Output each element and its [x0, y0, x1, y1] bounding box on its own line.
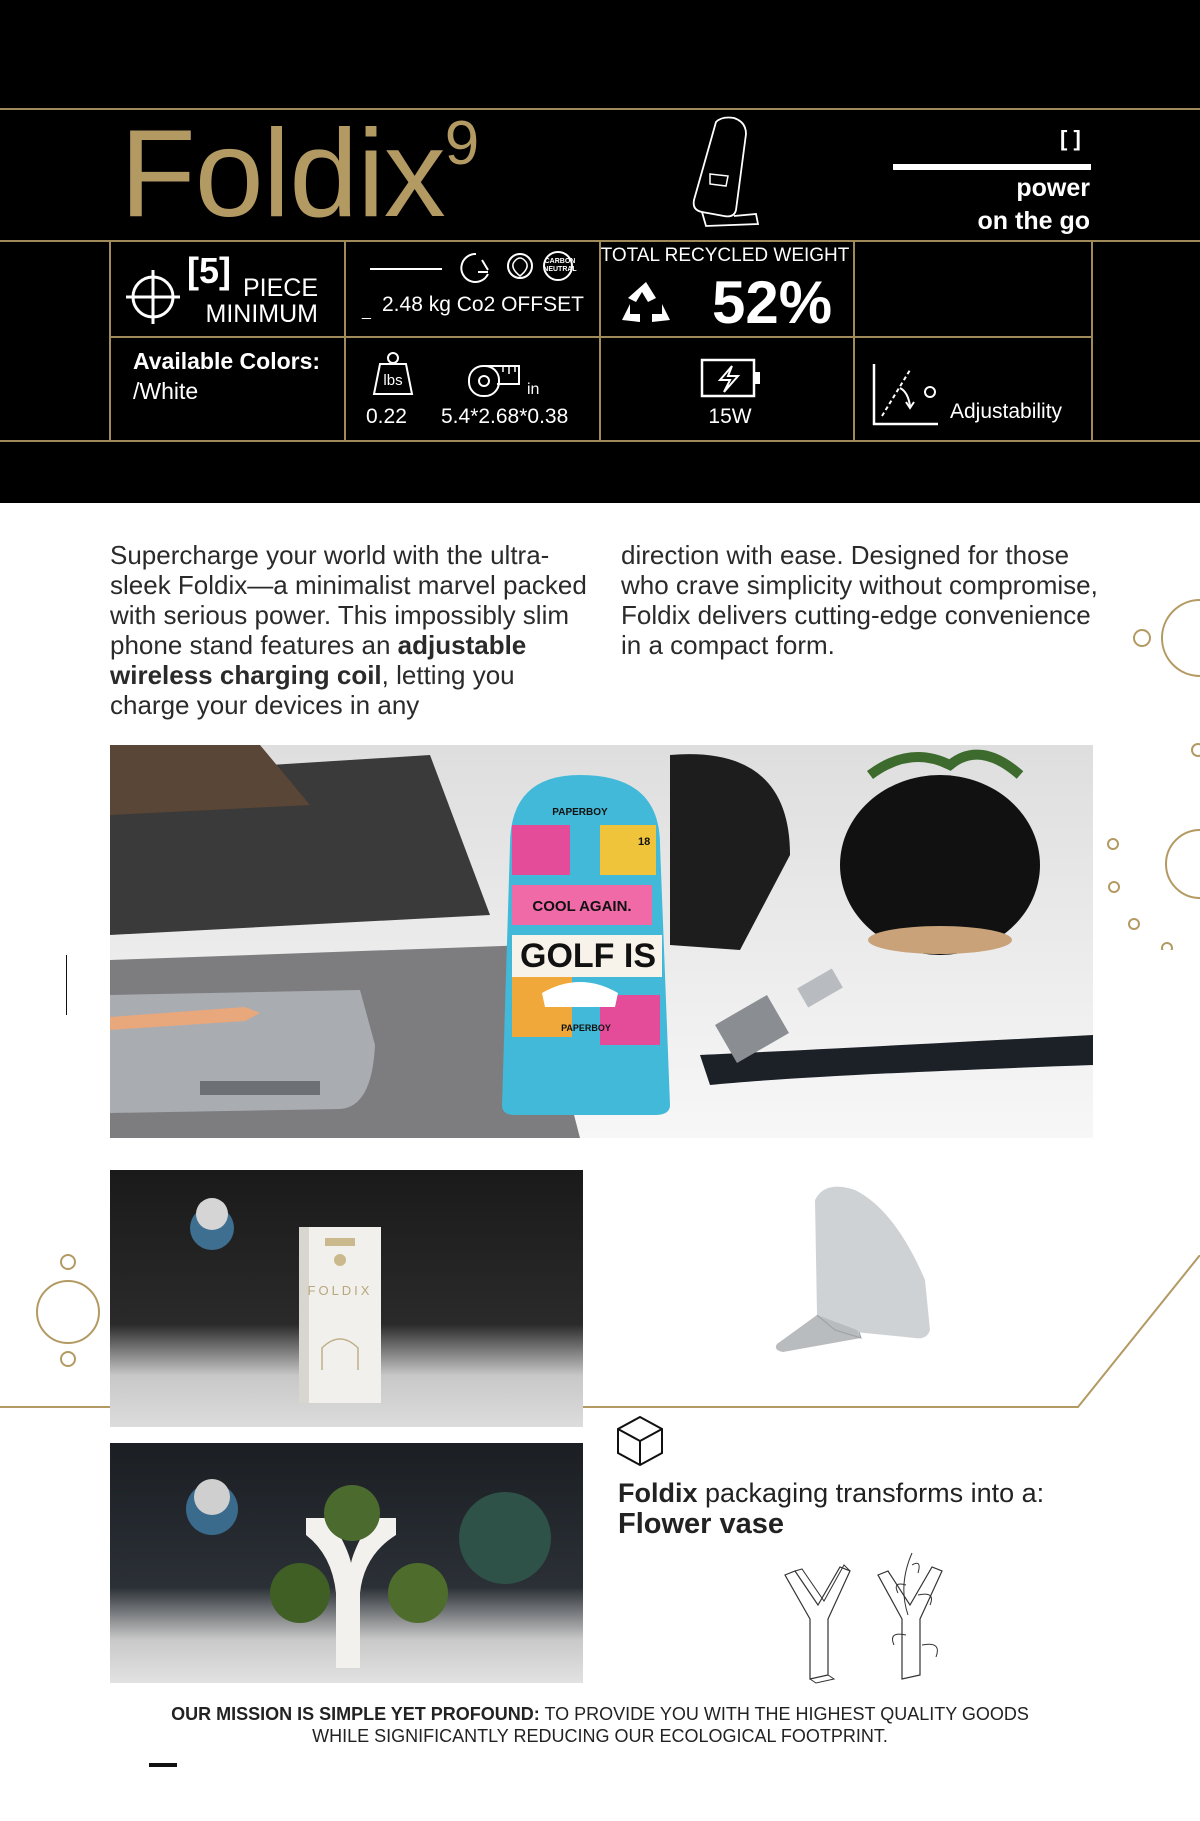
- offset-dash: _: [362, 303, 371, 320]
- packaging-text: [618, 1478, 1044, 1540]
- mission-statement: [100, 1703, 1100, 1747]
- piece-number: [5]: [187, 250, 231, 291]
- divider: [109, 240, 111, 442]
- side-rule: [66, 955, 67, 1015]
- sticker-cool-again: COOL AGAIN.: [532, 898, 632, 915]
- product-title: [120, 105, 479, 243]
- packaging-sentence: packaging transforms into a:: [697, 1478, 1045, 1508]
- divider: [853, 240, 855, 442]
- dims-value: 5.4*2.68*0.38: [441, 405, 569, 428]
- sticker-hole-number: 18: [638, 836, 651, 848]
- packaging-box-photo: [110, 1170, 583, 1427]
- packaging-result: Flower vase: [618, 1508, 785, 1540]
- title-superscript: 9: [444, 109, 479, 178]
- bracket-mark: [ ]: [1060, 126, 1081, 151]
- piece-line2: MINIMUM: [205, 300, 318, 328]
- divider: [1091, 240, 1093, 442]
- carbon-badge: [539, 258, 581, 274]
- carbon-line2: NEUTRAL: [543, 266, 577, 273]
- adjustability-label: Adjustability: [950, 400, 1063, 423]
- sticker-golf-is: GOLF IS: [520, 937, 656, 975]
- colors-value: /White: [133, 378, 199, 404]
- box-scene: [110, 1170, 583, 1427]
- offset-rule: [370, 268, 442, 270]
- tagline-bar: [893, 164, 1091, 170]
- piece-line1: PIECE: [242, 274, 318, 302]
- decorative-circles-right: [1100, 590, 1200, 950]
- tagline: [890, 172, 1090, 238]
- flower-vase-photo: [110, 1443, 583, 1683]
- tape-measure-icon: [467, 362, 523, 400]
- piece-minimum-label: [188, 275, 318, 327]
- vase-line-drawings: [780, 1545, 955, 1685]
- mission-line2: WHILE SIGNIFICANTLY REDUCING OUR ECOLOGICAL FOOTPRINT.: [312, 1726, 888, 1746]
- product-photo-main: [110, 745, 1093, 1138]
- desk-scene: [110, 745, 1093, 1138]
- phone-stand-icon: [680, 114, 780, 229]
- footer-dash: [149, 1763, 177, 1767]
- battery-icon: [700, 358, 764, 400]
- stand-render: [765, 1180, 940, 1380]
- adjust-angle-icon: [870, 362, 942, 428]
- recycled-label: TOTAL RECYCLED WEIGHT: [600, 245, 850, 266]
- sticker-paperboy-top: PAPERBOY: [552, 807, 608, 818]
- vase-scene: [110, 1443, 583, 1683]
- recycled-value: 52%: [712, 269, 833, 336]
- crosshair-icon: [124, 262, 190, 328]
- tagline-line2: on the go: [977, 207, 1090, 235]
- desc-text-b: , letting you charge your devices in any: [110, 660, 515, 720]
- description-col2: direction with ease. Designed for those who crave simplicity without compromise, Foldix delivers cutting-edge convenience in a compact form.: [621, 540, 1098, 660]
- weight-value: 0.22: [366, 405, 407, 428]
- co2-offset: 2.48 kg Co2 OFFSET: [382, 293, 584, 316]
- recycle-icon: [618, 278, 674, 328]
- packaging-brand: Foldix: [618, 1478, 698, 1508]
- divider: [599, 240, 601, 442]
- sticker-paperboy-bottom: PAPERBOY: [561, 1023, 611, 1033]
- description-col1: [110, 540, 600, 720]
- cube-icon: [616, 1415, 664, 1467]
- mission-bold: OUR MISSION IS SIMPLE YET PROFOUND:: [171, 1704, 540, 1724]
- divider: [344, 240, 346, 442]
- tagline-line1: power: [1016, 174, 1090, 202]
- dims-unit: in: [527, 381, 540, 398]
- mission-line1: TO PROVIDE YOU WITH THE HIGHEST QUALITY GOODS: [539, 1704, 1029, 1724]
- desc-text-a: Supercharge your world with the ultra-sleek Foldix—a minimalist marvel packed with serious power. This impossibly slim phone stand features an: [110, 540, 587, 660]
- desc-bold: adjustable wireless charging coil: [110, 630, 527, 690]
- box-brand-text: FOLDIX: [307, 1283, 373, 1298]
- weight-unit: lbs: [383, 372, 403, 389]
- wattage: 15W: [708, 405, 752, 428]
- colors-label: Available Colors:: [133, 348, 321, 374]
- carbon-line1: CARBON: [544, 258, 576, 265]
- title-text: Foldix: [120, 105, 445, 243]
